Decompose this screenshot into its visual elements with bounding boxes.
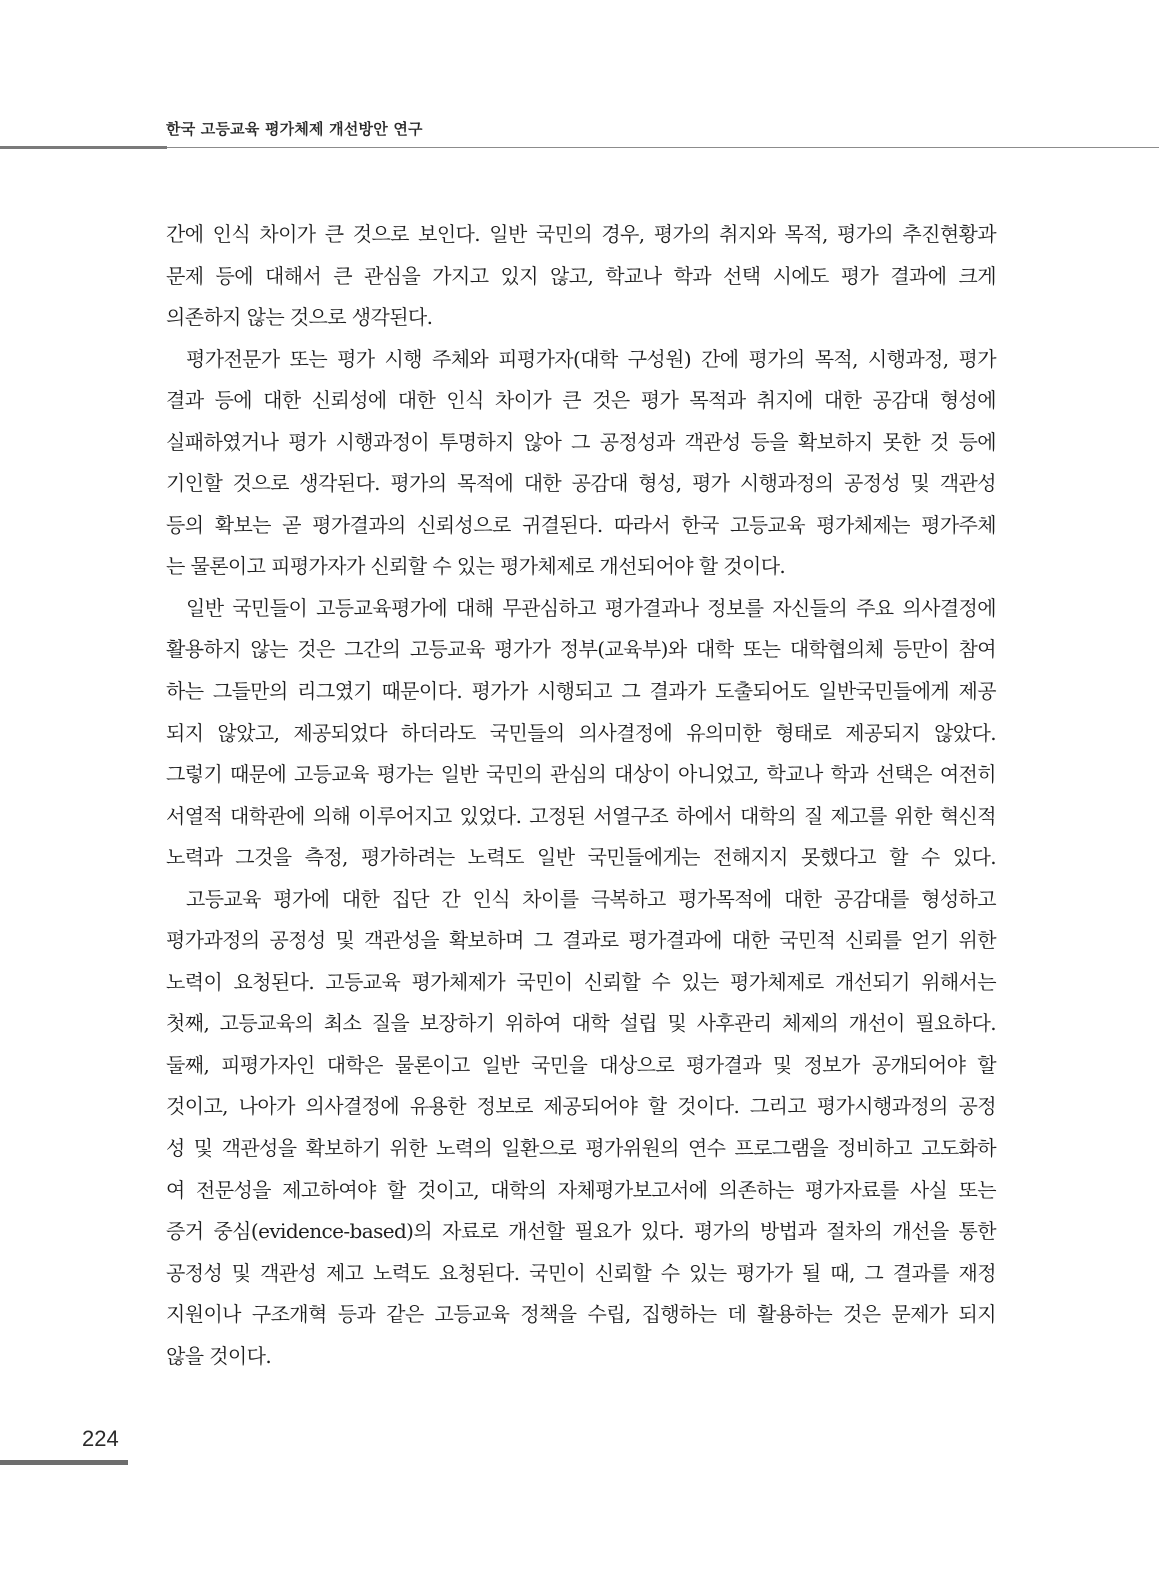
- text-line: 첫째, 고등교육의 최소 질을 보장하기 위하여 대학 설립 및 사후관리 체제의 개선이 필요하다.: [166, 1011, 996, 1036]
- page-number: 224: [82, 1426, 119, 1451]
- text-line: 노력이 요청된다. 고등교육 평가체제가 국민이 신뢰할 수 있는 평가체제로 개선되기 위해서는: [166, 969, 996, 994]
- text-line: 서열적 대학관에 의해 이루어지고 있었다. 고정된 서열구조 하에서 대학의 질 제고를 위한 혁신적: [166, 803, 996, 828]
- text-line: 활용하지 않는 것은 그간의 고등교육 평가가 정부(교육부)와 대학 또는 대학협의체 등만이 참여: [166, 637, 996, 662]
- text-line: 의존하지 않는 것으로 생각된다.: [166, 305, 433, 330]
- footer-rule: [0, 1460, 128, 1465]
- text-line: 둘째, 피평가자인 대학은 물론이고 일반 국민을 대상으로 평가결과 및 정보가 공개되어야 할: [166, 1052, 996, 1077]
- text-line: 여 전문성을 제고하여야 할 것이고, 대학의 자체평가보고서에 의존하는 평가자료를 사실 또는: [166, 1177, 996, 1202]
- header-rule: [167, 147, 1159, 148]
- text-line: 등의 확보는 곧 평가결과의 신뢰성으로 귀결된다. 따라서 한국 고등교육 평가체제는 평가주체: [166, 512, 996, 537]
- header-rule-accent: [0, 146, 167, 149]
- text-line: 일반 국민들이 고등교육평가에 대해 무관심하고 평가결과나 정보를 자신들의 주요 의사결정에: [186, 595, 996, 620]
- text-line: 증거 중심(evidence-based)의 자료로 개선할 필요가 있다. 평가의 방법과 절차의 개선을 통한: [166, 1219, 996, 1244]
- text-line: 그렇기 때문에 고등교육 평가는 일반 국민의 관심의 대상이 아니었고, 학교나 학과 선택은 여전히: [166, 762, 996, 787]
- text-line: 평가과정의 공정성 및 객관성을 확보하며 그 결과로 평가결과에 대한 국민적 신뢰를 얻기 위한: [166, 928, 996, 953]
- text-line: 실패하였거나 평가 시행과정이 투명하지 않아 그 공정성과 객관성 등을 확보하지 못한 것 등에: [166, 429, 996, 454]
- running-header-title: 한국 고등교육 평가체제 개선방안 연구: [166, 120, 423, 138]
- text-line: 성 및 객관성을 확보하기 위한 노력의 일환으로 평가위원의 연수 프로그램을 정비하고 고도화하: [166, 1136, 996, 1161]
- text-line: 간에 인식 차이가 큰 것으로 보인다. 일반 국민의 경우, 평가의 취지와 목적, 평가의 추진현황과: [166, 222, 996, 246]
- text-line: 평가전문가 또는 평가 시행 주체와 피평가자(대학 구성원) 간에 평가의 목적, 시행과정, 평가: [186, 346, 996, 371]
- text-line: 노력과 그것을 측정, 평가하려는 노력도 일반 국민들에게는 전해지지 못했다고 할 수 있다.: [166, 845, 996, 870]
- text-line: 결과 등에 대한 신뢰성에 대한 인식 차이가 큰 것은 평가 목적과 취지에 대한 공감대 형성에: [166, 388, 996, 413]
- text-line: 하는 그들만의 리그였기 때문이다. 평가가 시행되고 그 결과가 도출되어도 일반국민들에게 제공: [166, 679, 996, 704]
- text-line: 기인할 것으로 생각된다. 평가의 목적에 대한 공감대 형성, 평가 시행과정의 공정성 및 객관성: [166, 471, 996, 496]
- text-line: 문제 등에 대해서 큰 관심을 가지고 있지 않고, 학교나 학과 선택 시에도 평가 결과에 크게: [166, 263, 996, 288]
- text-line: 는 물론이고 피평가자가 신뢰할 수 있는 평가체제로 개선되어야 할 것이다.: [166, 554, 786, 579]
- body-text: [166, 214, 996, 1377]
- text-line: 되지 않았고, 제공되었다 하더라도 국민들의 의사결정에 유의미한 형태로 제공되지 않았다.: [166, 720, 996, 745]
- text-line: 고등교육 평가에 대한 집단 간 인식 차이를 극복하고 평가목적에 대한 공감대를 형성하고: [186, 886, 996, 911]
- text-line: 않을 것이다.: [166, 1343, 272, 1368]
- text-line: 것이고, 나아가 의사결정에 유용한 정보로 제공되어야 할 것이다. 그리고 평가시행과정의 공정: [166, 1094, 996, 1119]
- text-line: 지원이나 구조개혁 등과 같은 고등교육 정책을 수립, 집행하는 데 활용하는 것은 문제가 되지: [166, 1302, 996, 1327]
- text-line: 공정성 및 객관성 제고 노력도 요청된다. 국민이 신뢰할 수 있는 평가가 될 때, 그 결과를 재정: [166, 1260, 996, 1285]
